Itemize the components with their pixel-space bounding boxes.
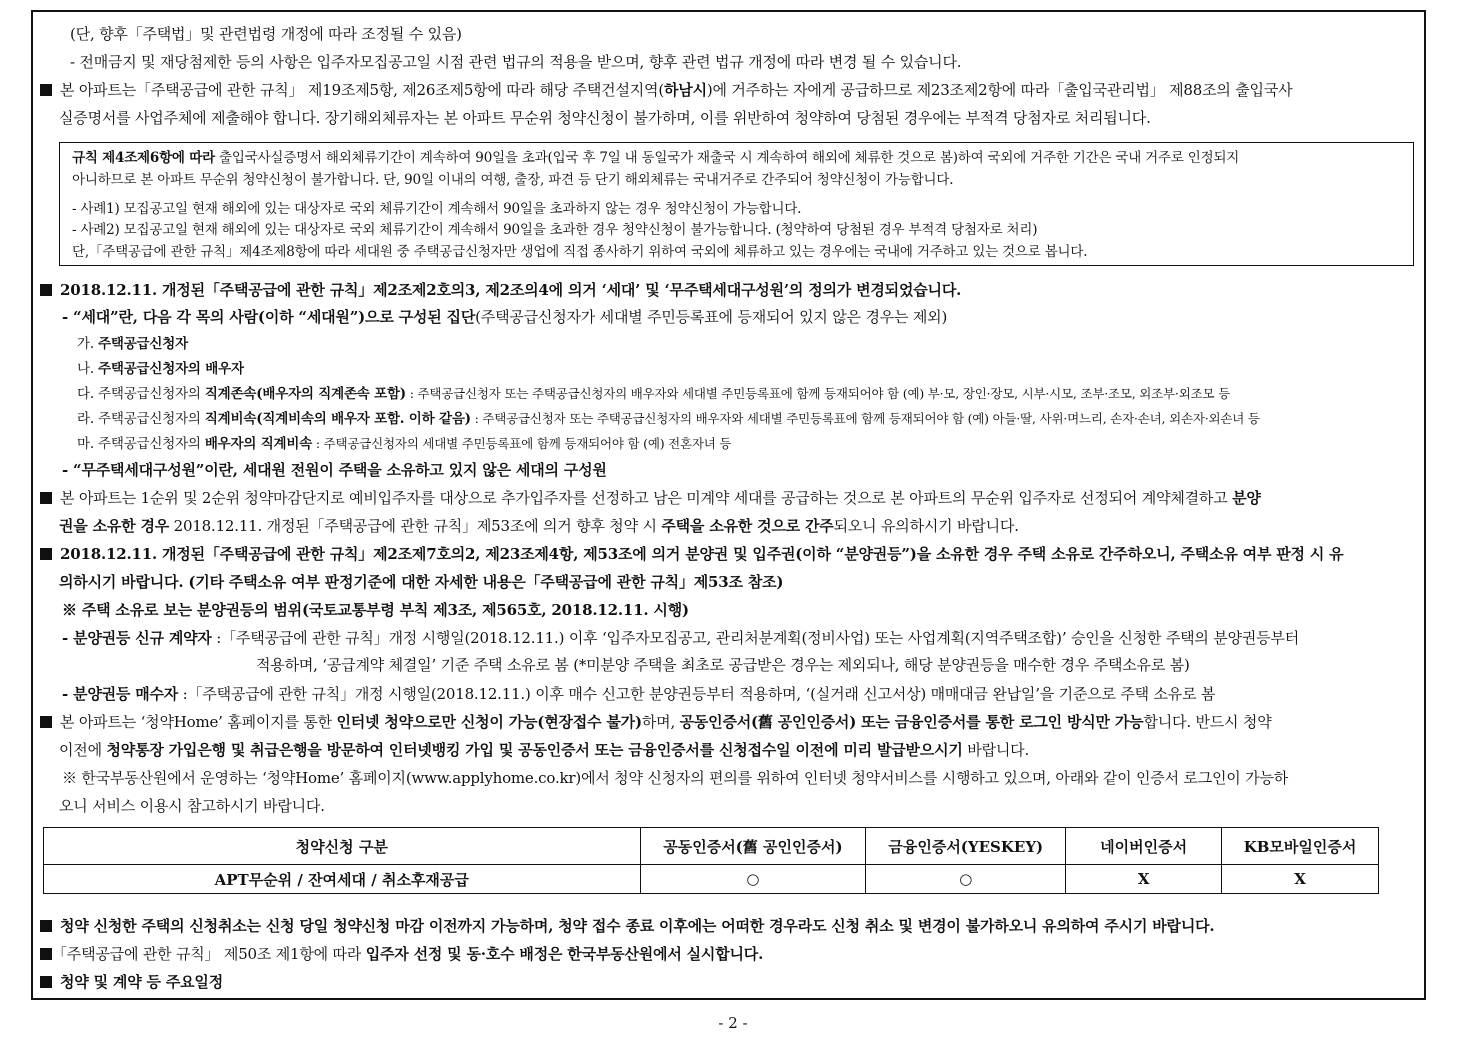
bullet-square-icon [40,716,52,728]
household-definition: - “세대”란, 다음 각 목의 사람(이하 “세대원”)으로 구성된 집단(주택공급신청자가 세대별 주민등록표에 등재되어 있지 않은 경우는 제외) [62,308,948,326]
presale-paragraph-cont: 권을 소유한 경우 2018.12.11. 개정된「주택공급에 관한 규칙」제53조에 의거 향후 청약 시 주택을 소유한 것으로 간주되오니 유의하시기 바랍니다. [59,517,1019,535]
schedule-heading: 청약 및 계약 등 주요일정 [40,972,223,992]
table-cell: X [1222,865,1379,894]
online-paragraph: 본 아파트는 ‘청약Home’ 홈페이지를 통한 인터넷 청약으로만 신청이 가능(현장접수 불가)하며, 공동인증서(舊 공인인증서) 또는 금융인증서를 통한 로그인 방식만 가능합니다. 반드시 청약 [40,712,1271,732]
household-item-ra: 라. 주택공급신청자의 직계비속(직계비속의 배우자 포함. 이하 같음) : 주택공급신청자 또는 주택공급신청자의 배우자와 세대별 주민등록표에 함께 등재되어야 함 (예) 아들·딸, 사위·며느리, 손자·손녀, 외손자·외손녀 등 [77,411,1260,427]
note-line-2: - 전매금지 및 재당첨제한 등의 사항은 입주자모집공고일 시점 관련 법규의 적용을 받으며, 향후 관련 법규 개정에 따라 변경 될 수 있습니다. [70,53,962,71]
bullet-square-icon [40,284,52,296]
paragraph-residence: 본 아파트는「주택공급에 관한 규칙」 제19조제5항, 제26조제5항에 따라 해당 주택건설지역(하남시)에 거주하는 자에게 공급하므로 제23조제2항에 따라「출입국관리법」 제88조의 출입국사 [40,80,1292,100]
presale-rule-heading-cont: 의하시기 바랍니다. (기타 주택소유 여부 판정기준에 대한 자세한 내용은「주택공급에 관한 규칙」제53조 참조) [59,573,784,591]
presale-new-contractor: - 분양권등 신규 계약자 :「주택공급에 관한 규칙」개정 시행일(2018.12.11.) 이후 ‘입주자모집공고, 관리처분계획(정비사업) 또는 사업계획(지역주택조합)’ 승인을 신청한 주택의 분양권등부터 [62,629,1300,647]
certificate-table [43,827,1379,894]
paragraph-residence-cont: 실증명서를 사업주체에 제출해야 합니다. 장기해외체류자는 본 아파트 무순위 청약신청이 불가하며, 이를 위반하여 청약하여 당첨된 경우에는 부적격 당첨자로 처리됩니다. [59,109,1151,127]
presale-rule-heading: 2018.12.11. 개정된「주택공급에 관한 규칙」제2조제7호의2, 제23조제4항, 제53조에 의거 분양권 및 입주권(이하 “분양권등”)을 소유한 경우 주택 소유로 간주하오니, 주택소유 여부 판정 시 유 [40,544,1343,564]
selection-notice: 「주택공급에 관한 규칙」 제50조 제1항에 따라 입주자 선정 및 동·호수 배정은 한국부동산원에서 실시합니다. [40,944,763,964]
table-cell: ○ [866,865,1066,894]
presale-scope-note: ※ 주택 소유로 보는 분양권등의 범위(국토교통부령 부칙 제3조, 제565호, 2018.12.11. 시행) [62,601,689,619]
table-header-cell: 금융인증서(YESKEY) [866,828,1066,865]
table-row [44,865,1379,894]
household-item-ma: 마. 주택공급신청자의 배우자의 직계비속 : 주택공급신청자의 세대별 주민등록표에 함께 등재되어야 함 (예) 전혼자녀 등 [77,436,732,452]
bullet-square-icon [40,948,52,960]
bullet-square-icon [40,920,52,932]
notice-case-2: - 사례2) 모집공고일 현재 해외에 있는 대상자로 국외 체류기간이 계속해서 90일을 초과한 경우 청약신청이 불가능합니다. (청약하여 당첨된 경우 부적격 당첨자로 처리) [72,222,1038,238]
presale-new-contractor-cont: 적용하며, ‘공급계약 체결일’ 기준 주택 소유로 봄 (*미분양 주택을 최초로 공급받은 경우는 제외되나, 해당 분양권등을 매수한 경우 주택소유로 봄) [256,656,1190,674]
cancel-notice: 청약 신청한 주택의 신청취소는 신청 당일 청약신청 마감 이전까지 가능하며, 청약 접수 종료 이후에는 어떠한 경우라도 신청 취소 및 변경이 불가하오니 유의하여 주시기 바랍니다. [40,916,1214,936]
table-header-row [44,828,1379,865]
bullet-square-icon [40,976,52,988]
homeless-member-definition: - “무주택세대구성원”이란, 세대원 전원이 주택을 소유하고 있지 않은 세대의 구성원 [62,461,607,479]
table-header-cell: 청약신청 구분 [44,828,641,865]
online-note-cont: 오니 서비스 이용시 참고하시기 바랍니다. [59,797,325,815]
household-heading: 2018.12.11. 개정된「주택공급에 관한 규칙」제2조제2호의3, 제2조의4에 의거 ‘세대’ 및 ‘무주택세대구성원’의 정의가 변경되었습니다. [40,280,961,300]
table-header-cell: 네이버인증서 [1066,828,1222,865]
bullet-square-icon [40,492,52,504]
notice-line-5: 단,「주택공급에 관한 규칙」제4조제8항에 따라 세대원 중 주택공급신청자만 생업에 직접 종사하기 위하여 국외에 체류하고 있는 경우에는 국내에 거주하고 있는 것으로 봅니다. [72,244,1088,260]
online-paragraph-cont: 이전에 청약통장 가입은행 및 취급은행을 방문하여 인터넷뱅킹 가입 및 공동인증서 또는 금융인증서를 신청접수일 이전에 미리 발급받으시기 바랍니다. [59,741,1030,759]
note-line-1: (단, 향후「주택법」및 관련법령 개정에 따라 조정될 수 있음) [70,25,462,43]
table-header-cell: KB모바일인증서 [1222,828,1379,865]
table-cell: ○ [640,865,866,894]
page-number: - 2 - [718,1014,748,1032]
household-item-da: 다. 주택공급신청자의 직계존속(배우자의 직계존속 포함) : 주택공급신청자 또는 주택공급신청자의 배우자와 세대별 주민등록표에 함께 등재되어야 함 (예) 부·모, 장인·장모, 시부·시모, 조부·조모, 외조부·외조모 등 [77,386,1230,402]
household-item-ga: 가. 주택공급신청자 [77,336,188,352]
notice-line-1: 규칙 제4조제6항에 따라 출입국사실증명서 해외체류기간이 계속하여 90일을 초과(입국 후 7일 내 동일국가 재출국 시 계속하여 해외에 체류한 것으로 봄)하여 국외에 거주한 기간은 국내 거주로 인정되지 [72,150,1240,166]
table-header-cell: 공동인증서(舊 공인인증서) [640,828,866,865]
household-item-na: 나. 주택공급신청자의 배우자 [77,361,244,377]
bullet-square-icon [40,84,52,96]
presale-paragraph: 본 아파트는 1순위 및 2순위 청약마감단지로 예비입주자를 대상으로 추가입주자를 선정하고 남은 미계약 세대를 공급하는 것으로 본 아파트의 무순위 입주자로 선정되어 계약체결하고 분양 [40,488,1261,508]
notice-line-2: 아니하므로 본 아파트 무순위 청약신청이 불가합니다. 단, 90일 이내의 여행, 출장, 파견 등 단기 해외체류는 국내거주로 간주되어 청약신청이 가능합니다. [72,172,954,188]
table-cell: APT무순위 / 잔여세대 / 취소후재공급 [44,865,641,894]
online-note: ※ 한국부동산원에서 운영하는 ‘청약Home’ 홈페이지(www.applyhome.co.kr)에서 청약 신청자의 편의를 위하여 인터넷 청약서비스를 시행하고 있으며, 아래와 같이 인증서 로그인이 가능하 [62,769,1289,787]
bullet-square-icon [40,548,52,560]
presale-buyer: - 분양권등 매수자 :「주택공급에 관한 규칙」개정 시행일(2018.12.11.) 이후 매수 신고한 분양권등부터 적용하며, ‘(실거래 신고서상) 매매대금 완납일’을 기준으로 주택 소유로 봄 [62,685,1216,703]
table-cell: X [1066,865,1222,894]
notice-case-1: - 사례1) 모집공고일 현재 해외에 있는 대상자로 국외 체류기간이 계속해서 90일을 초과하지 않는 경우 청약신청이 가능합니다. [72,201,802,217]
